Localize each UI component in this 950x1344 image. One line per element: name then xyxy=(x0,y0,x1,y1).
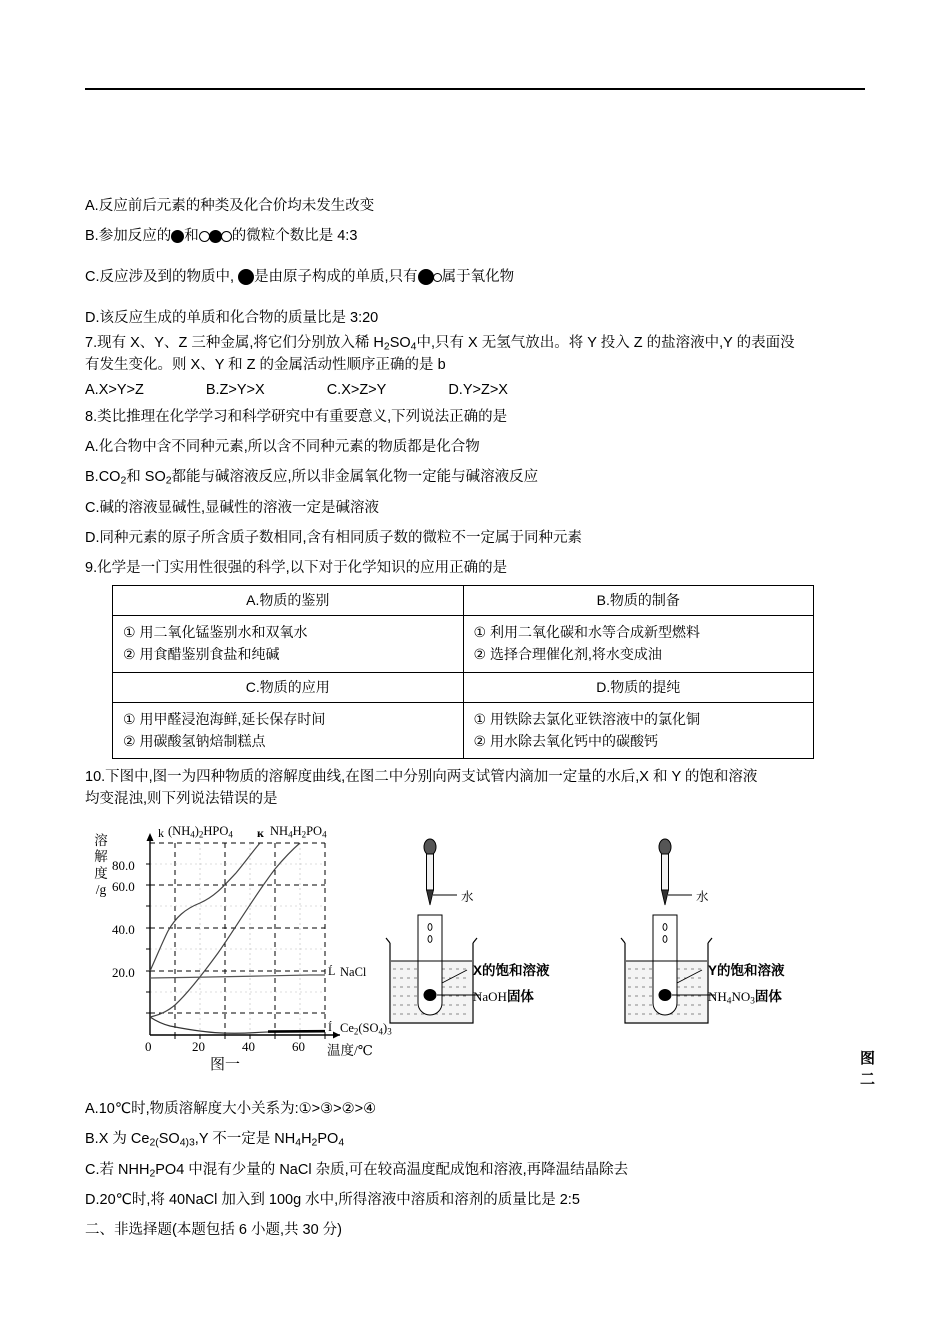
q7-option-d: D.Y>Z>X xyxy=(448,382,508,399)
q7-sub-2: 4 xyxy=(410,341,417,353)
legend-2-pre: NH xyxy=(270,823,289,838)
q10-stem xyxy=(85,767,875,811)
q8-option-b-post: 都能与碱溶液反应,所以非金属氧化物一定能与碱溶液反应 xyxy=(171,469,539,486)
q6-option-c-suffix: 属于氧化物 xyxy=(441,269,515,286)
q8-option-d: D.同种元素的原子所含质子数相同,含有相同质子数的微粒不一定属于同种元素 xyxy=(85,529,583,546)
test-tube-lower-left xyxy=(418,961,442,1015)
legend-2-sub2: 2 xyxy=(301,829,307,840)
q10-b-post: PO xyxy=(317,1130,339,1147)
q8-option-b xyxy=(85,467,875,489)
q10-option-d: D.20℃时,将 40NaCl 加入到 100g 水中,所得溶液中溶质和溶剂的质量比是 2:5 xyxy=(85,1192,580,1209)
legend-4-mid: (SO xyxy=(358,1020,379,1035)
q7-stem-line2: 有发生变化。则 X、Y 和 Z 的金属活动性顺序正确的是 b xyxy=(85,357,446,374)
q10-b-s5: 4 xyxy=(338,1137,345,1149)
table-header-d: D.物质的提纯 xyxy=(463,672,814,702)
q7-options-row xyxy=(85,382,875,398)
molecule-large-black-atom xyxy=(238,269,254,285)
test-tube-lower-right xyxy=(653,961,677,1015)
x-tick-60: 60 xyxy=(292,1038,305,1054)
solubility-chart-svg xyxy=(90,825,400,1075)
q7-stem xyxy=(85,333,875,377)
solution-label-left: X的饱和溶液 xyxy=(473,962,550,978)
apparatus-svg xyxy=(385,835,865,1050)
legend-1-sub3: 4 xyxy=(228,829,233,840)
q7-stem-part2: SO xyxy=(389,335,411,352)
legend-marker-2: к xyxy=(257,825,264,840)
table-row-body-2 xyxy=(113,702,814,759)
q6-option-c-mid: 是由原子构成的单质,只有 xyxy=(254,269,418,286)
q10-stem-line2: 均变混浊,则下列说法错误的是 xyxy=(85,791,278,808)
legend-marker-1: k xyxy=(158,825,164,840)
table-cell-a-body xyxy=(113,615,464,672)
q10-option-b xyxy=(85,1129,875,1151)
water-label-right: 水 xyxy=(696,889,709,904)
y-axis-title-char-3: 度 xyxy=(94,865,108,881)
q8-option-c: C.碱的溶液显碱性,显碱性的溶液一定是碱溶液 xyxy=(85,499,380,516)
legend-label-ce2so43 xyxy=(340,1021,392,1036)
legend-4-sub3: 3 xyxy=(387,1026,392,1037)
molecule-white-black-white xyxy=(199,230,232,243)
legend-4-pre: Ce xyxy=(340,1020,354,1035)
q6-option-a xyxy=(85,196,875,217)
dropper-tip-left xyxy=(427,890,434,905)
q6-option-b-suffix: 的微粒个数比是 4:3 xyxy=(231,228,358,245)
y-axis-title-char-1: 溶 xyxy=(94,832,108,848)
table-cell-d-item2: ② 用水除去氧化钙中的碳酸钙 xyxy=(473,733,658,750)
header-rule xyxy=(85,88,865,90)
y-tick-80: 80.0 xyxy=(112,857,135,873)
y-tick-20: 20.0 xyxy=(112,964,135,980)
q10-b-mid: SO xyxy=(158,1130,180,1147)
solid-label-left xyxy=(473,985,534,1005)
solid-suffix-right: 固体 xyxy=(754,988,782,1004)
q6-option-b xyxy=(85,226,875,247)
question-content xyxy=(85,196,875,1250)
q6-option-c xyxy=(85,267,875,288)
q7-stem-part1: 7.现有 X、Y、Z 三种金属,将它们分别放入稀 H xyxy=(85,335,384,352)
table-cell-c-body xyxy=(113,702,464,759)
q10-b-s4: 2 xyxy=(311,1137,318,1149)
dropper-tip-right xyxy=(662,890,669,905)
table-cell-a-item1: ① 用二氧化锰鉴别水和双氧水 xyxy=(123,623,308,640)
dropper-tube-right xyxy=(662,854,669,890)
apparatus-figure xyxy=(385,835,876,1088)
table-header-a: A.物质的鉴别 xyxy=(113,585,464,615)
water-label-left: 水 xyxy=(461,889,474,904)
solid-mid-right: NO xyxy=(731,988,751,1004)
legend-2-sub1: 4 xyxy=(288,829,293,840)
table-cell-d-item1: ① 用铁除去氯化亚铁溶液中的氯化铜 xyxy=(473,710,700,727)
solid-label-right xyxy=(708,985,782,1006)
q8-option-b-pre: B.CO xyxy=(85,469,121,486)
q8-option-b-sub1: 2 xyxy=(120,475,127,487)
y-axis-title-char-2: 解 xyxy=(94,849,108,865)
q7-option-c: C.X>Z>Y xyxy=(326,382,387,399)
dropper-bulb-left xyxy=(424,839,436,855)
y-axis-arrow xyxy=(147,833,154,841)
curve-nacl xyxy=(150,975,325,978)
x-tick-0: 0 xyxy=(145,1038,152,1054)
q10-c-s1: 2 xyxy=(149,1168,156,1180)
table-cell-a-item2: ② 用食醋鉴别食盐和纯碱 xyxy=(123,646,280,663)
dropper-bulb-right xyxy=(659,839,671,855)
figure2-caption: 图二 xyxy=(860,1050,876,1088)
table-row-header-2 xyxy=(113,672,814,702)
table-cell-b-item1: ① 利用二氧化碳和水等合成新型燃料 xyxy=(473,623,700,640)
q10-b-mid3: H xyxy=(301,1130,312,1147)
q6-option-d xyxy=(85,308,875,329)
q9-table xyxy=(112,585,814,760)
legend-2-post: PO xyxy=(306,823,323,838)
x-axis-arrow xyxy=(333,1031,340,1038)
legend-label-nacl: NaCl xyxy=(340,964,367,979)
section2-heading: 二、非选择题(本题包括 6 小题,共 30 分) xyxy=(85,1222,342,1239)
q10-option-c xyxy=(85,1160,875,1182)
table-cell-c-item2: ② 用碳酸氢钠焙制糕点 xyxy=(123,733,266,750)
q7-stem-part3: 中,只有 X 无氢气放出。将 Y 投入 Z 的盐溶液中,Y 的表面没 xyxy=(416,335,795,352)
q6-option-b-prefix: B.参加反应的 xyxy=(85,228,172,245)
y-axis-title-char-4: /g xyxy=(95,882,107,898)
q10-b-s2: 4)3 xyxy=(179,1137,195,1149)
q10-b-s1: 2( xyxy=(149,1137,159,1149)
legend-label-nh4-2-hpo4 xyxy=(168,824,233,839)
solid-suffix-left: 固体 xyxy=(506,988,534,1004)
legend-label-nh4h2po4 xyxy=(270,824,327,839)
legend-2-mid: H xyxy=(292,823,302,838)
y-axis-title xyxy=(90,833,112,899)
apparatus-left xyxy=(386,839,480,1023)
q7-option-a: A.X>Y>Z xyxy=(85,382,144,399)
legend-1-pre: (NH xyxy=(168,823,191,838)
table-row-body-1 xyxy=(113,615,814,672)
q7-option-b: B.Z>Y>X xyxy=(205,382,265,399)
figure1-caption: 图一 xyxy=(210,1056,241,1073)
solid-sub2-right: 3 xyxy=(750,996,755,1007)
legend-1-sub2: 2 xyxy=(198,829,204,840)
x-axis-title: 温度/℃ xyxy=(327,1042,373,1058)
q10-stem-line1: 10.下图中,图一为四种物质的溶解度曲线,在图二中分别向两支试管内滴加一定量的水后,X 和 Y 的饱和溶液 xyxy=(85,769,758,786)
legend-marker-4: Í xyxy=(328,1019,332,1034)
q10-c-pre: C.若 NHH xyxy=(85,1161,150,1178)
molecule-black-white-pair xyxy=(418,269,442,285)
q7-sub-1: 2 xyxy=(383,341,390,353)
solubility-chart xyxy=(90,825,400,1075)
legend-4-post: ) xyxy=(383,1020,388,1035)
dropper-tube-left xyxy=(427,854,434,890)
q10-b-s3: 4 xyxy=(295,1137,302,1149)
table-header-b: B.物质的制备 xyxy=(463,585,814,615)
legend-marker-3: Ĺ xyxy=(328,963,336,978)
figures-container xyxy=(85,823,876,1088)
legend-1-post: HPO xyxy=(203,823,229,838)
table-header-c: C.物质的应用 xyxy=(113,672,464,702)
q6-option-b-mid: 和 xyxy=(184,228,199,245)
q6-option-c-prefix: C.反应涉及到的物质中, xyxy=(85,269,235,286)
q10-b-mid2: ,Y 不一定是 NH xyxy=(194,1130,296,1147)
table-cell-d-body xyxy=(463,702,814,759)
solid-formula-left: NaOH xyxy=(473,988,507,1004)
y-tick-60: 60.0 xyxy=(112,878,135,894)
table-cell-c-item1: ① 用甲醛浸泡海鲜,延长保存时间 xyxy=(123,710,326,727)
legend-2-sub3: 4 xyxy=(322,829,327,840)
solid-formula-right xyxy=(708,988,755,1007)
q10-c-post: PO4 中混有少量的 NaCl 杂质,可在较高温度配成饱和溶液,再降温结晶除去 xyxy=(155,1161,629,1178)
table-cell-b-item2: ② 选择合理催化剂,将水变成油 xyxy=(473,646,662,663)
y-tick-40: 40.0 xyxy=(112,921,135,937)
solid-lump-right xyxy=(659,989,672,1001)
x-tick-20: 20 xyxy=(192,1038,205,1054)
legend-4-sub2: 4 xyxy=(378,1026,384,1037)
q10-b-pre: B.X 为 Ce xyxy=(85,1130,150,1147)
q8-option-a: A.化合物中含不同种元素,所以含不同种元素的物质都是化合物 xyxy=(85,439,480,456)
q8-option-b-sub2: 2 xyxy=(165,475,172,487)
q8-stem: 8.类比推理在化学学习和科学研究中有重要意义,下列说法正确的是 xyxy=(85,409,508,426)
legend-4-sub1: 2 xyxy=(353,1026,359,1037)
legend-1-mid: ) xyxy=(194,823,199,838)
curve-nh4-2-hpo4 xyxy=(150,843,260,971)
solid-sub1-right: 4 xyxy=(726,996,732,1007)
table-row-header-1 xyxy=(113,585,814,615)
q6-option-a-text: A.反应前后元素的种类及化合价均未发生改变 xyxy=(85,198,375,214)
solid-lump-left-2 xyxy=(424,989,437,1001)
table-cell-b-body xyxy=(463,615,814,672)
solid-pre-right: NH xyxy=(708,988,727,1004)
q6-option-d-text: D.该反应生成的单质和化合物的质量比是 3:20 xyxy=(85,310,379,327)
q10-option-a: A.10℃时,物质溶解度大小关系为:①>③>②>④ xyxy=(85,1100,377,1117)
x-tick-40: 40 xyxy=(242,1038,255,1054)
q9-stem: 9.化学是一门实用性很强的科学,以下对于化学知识的应用正确的是 xyxy=(85,559,508,576)
legend-1-sub1: 4 xyxy=(190,829,195,840)
apparatus-right xyxy=(621,839,715,1023)
molecule-single-black-atom xyxy=(171,230,184,243)
q10-options xyxy=(85,1099,875,1242)
q8-option-b-mid: 和 SO xyxy=(126,469,166,486)
solution-label-right: Y的饱和溶液 xyxy=(708,962,785,978)
